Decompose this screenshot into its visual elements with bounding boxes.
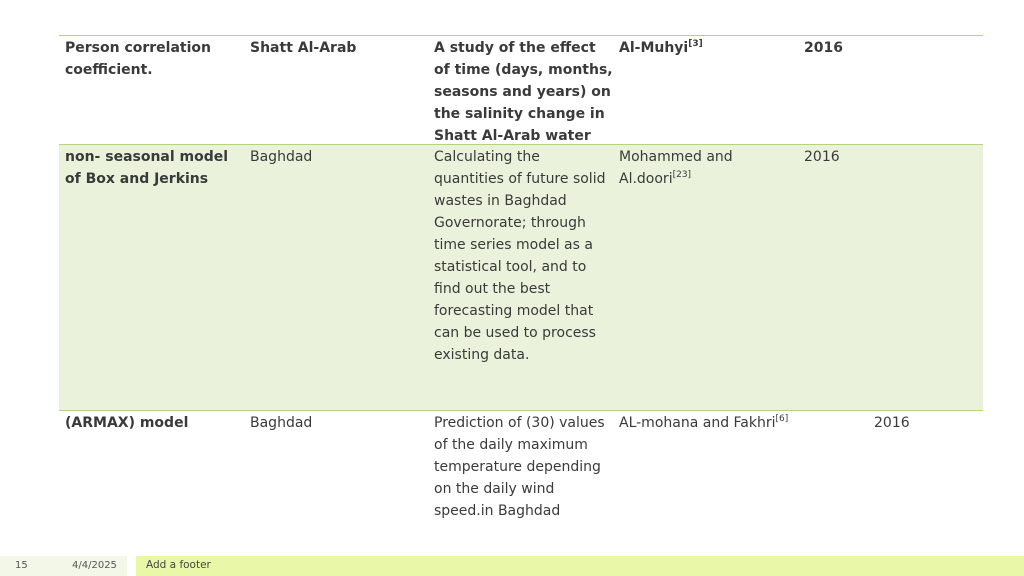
location-cell: Baghdad [250,149,313,165]
study-cell: A study of the effect of time (days, months, seasons and years) on the salinity change in Shatt Al-Arab water [434,40,613,144]
footer-text: Add a footer [146,559,211,571]
study-cell: Calculating the quantities of future solid wastes in Baghdad Governorate; through time series model as a statistical tool, and to find out the best forecasting model that can be used to process existing data. [434,149,606,363]
year-cell: 2016 [874,415,910,431]
author-cell [619,411,799,434]
footer [0,556,1024,576]
year-cell: 2016 [804,149,840,165]
location-cell: Baghdad [250,415,313,431]
reference-number: [3] [688,39,703,49]
table-row [59,411,983,551]
author-name: Mohammed and Al.doori [619,149,733,187]
method-cell: (ARMAX) model [65,415,189,431]
author-cell [619,36,799,59]
method-cell: Person correlation coefficient. [65,40,211,78]
footer-text-area [136,556,1024,576]
author-name: AL-mohana and Fakhri [619,415,776,431]
reference-number: [23] [672,170,692,180]
table-row [59,36,983,145]
reference-number: [6] [775,414,789,424]
footer-date: 4/4/2025 [72,560,117,571]
table-row [59,145,983,411]
literature-table [59,35,983,551]
location-cell: Shatt Al-Arab [250,40,357,56]
study-cell: Prediction of (30) values of the daily maximum temperature depending on the daily wind speed.in Baghdad [434,415,605,519]
author-cell [619,145,799,190]
footer-meta [0,556,127,576]
author-name: Al-Muhyi [619,40,689,56]
year-cell: 2016 [804,40,843,56]
slide-number: 15 [15,560,28,571]
method-cell: non- seasonal model of Box and Jerkins [65,149,229,187]
